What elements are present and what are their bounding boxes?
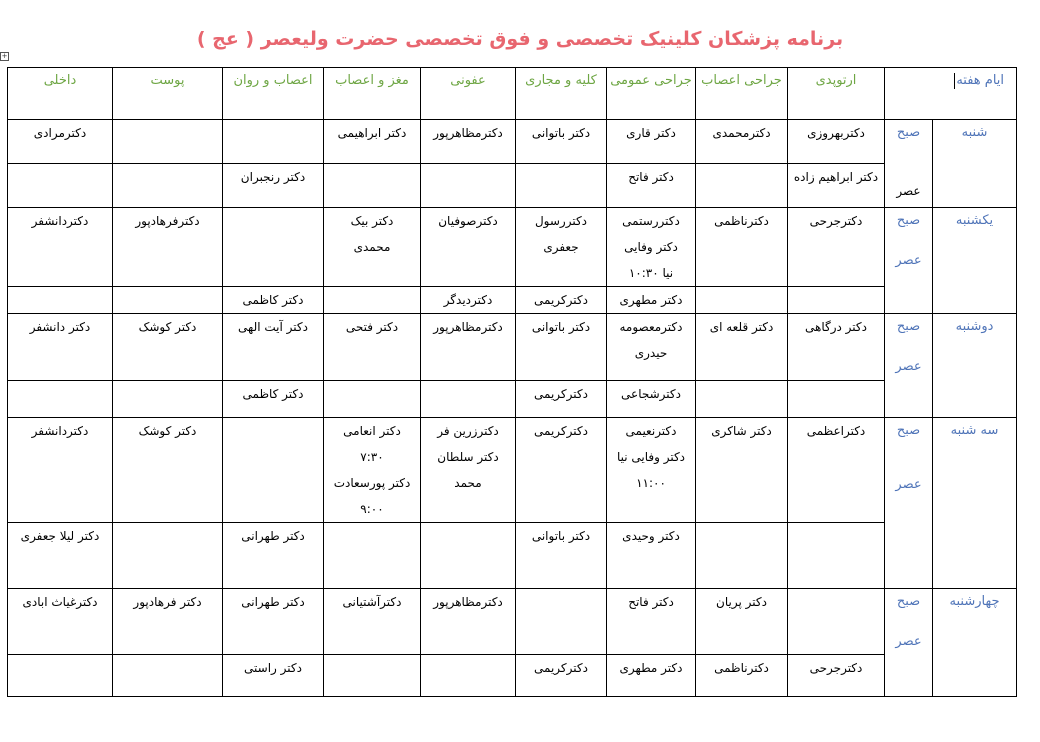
day-label: سه شنبه — [933, 417, 1017, 522]
table-cell: دکترجرحی — [788, 655, 885, 697]
table-row — [8, 208, 1017, 287]
table-cell — [696, 287, 788, 314]
table-cell — [324, 164, 421, 208]
shift-evening: عصر — [885, 164, 933, 208]
table-row — [8, 120, 1017, 164]
page-title: برنامه پزشکان کلینیک تخصصی و فوق تخصصی حضرت ولیعصر ( عج ) — [196, 28, 844, 50]
table-cell: دکتراعظمی — [788, 417, 885, 522]
table-cell: دکترمظاهرپور — [421, 588, 516, 655]
table-cell: دکتر کوشک — [113, 314, 223, 381]
table-cell: دکتر فتحی — [324, 314, 421, 381]
table-move-handle[interactable]: + — [1, 52, 8, 60]
table-cell: دکتر انعامی ۷:۳۰ دکتر پورسعادت ۹:۰۰ — [324, 417, 421, 522]
table-cell: دکتررستمی دکتر وفایی نیا ۱۰:۳۰ — [607, 208, 696, 287]
table-cell — [324, 655, 421, 697]
table-cell — [223, 417, 324, 522]
table-cell: دکتر طهرانی — [223, 522, 324, 588]
table-cell — [516, 588, 607, 655]
table-cell — [696, 522, 788, 588]
table-row — [8, 164, 1017, 208]
table-cell: دکتر مطهری — [607, 655, 696, 697]
table-cell: دکتردیدگر — [421, 287, 516, 314]
table-cell — [421, 164, 516, 208]
table-cell: دکتر فرهادپور — [113, 588, 223, 655]
table-cell — [8, 164, 113, 208]
table-cell — [223, 120, 324, 164]
day-label-cont — [933, 380, 1017, 417]
day-label-cont — [933, 287, 1017, 314]
table-cell — [8, 655, 113, 697]
table-cell: دکتردانشفر — [8, 208, 113, 287]
day-label-cont — [933, 522, 1017, 588]
table-cell: دکترمعصومه حیدری — [607, 314, 696, 381]
table-cell: دکترناظمی — [696, 208, 788, 287]
table-cell: دکتر کاظمی — [223, 287, 324, 314]
table-cell — [421, 655, 516, 697]
table-cell: دکتر آیت الهی — [223, 314, 324, 381]
table-cell: دکتر فاتح — [607, 588, 696, 655]
table-cell — [113, 164, 223, 208]
table-cell: دکتر کاظمی — [223, 380, 324, 417]
table-cell: دکترشجاعی — [607, 380, 696, 417]
table-cell — [324, 380, 421, 417]
table-cell: دکتر پریان — [696, 588, 788, 655]
table-cell — [113, 522, 223, 588]
header-infectious: عفونی — [421, 68, 516, 120]
shift-morning: صبح — [885, 120, 933, 164]
table-row — [8, 287, 1017, 314]
table-cell: دکترکریمی — [516, 287, 607, 314]
day-label: یکشنبه — [933, 208, 1017, 287]
table-cell: دکترناظمی — [696, 655, 788, 697]
schedule-table — [7, 67, 1017, 697]
table-cell: دکترمظاهرپور — [421, 120, 516, 164]
table-cell — [223, 208, 324, 287]
table-cell: دکتر قلعه ای — [696, 314, 788, 381]
table-cell: دکتر باتوانی — [516, 120, 607, 164]
header-internal: داخلی — [8, 68, 113, 120]
header-ortho: ارتوپدی — [788, 68, 885, 120]
shift-evening-cont — [885, 380, 933, 417]
day-label-cont — [933, 655, 1017, 697]
table-cell — [113, 380, 223, 417]
header-row — [8, 68, 1017, 120]
table-cell: دکترکریمی — [516, 655, 607, 697]
table-cell: دکترزرین فر دکتر سلطان محمد — [421, 417, 516, 522]
table-cell: دکتر وحیدی — [607, 522, 696, 588]
table-cell: دکترکریمی — [516, 417, 607, 522]
table-cell: دکتر درگاهی — [788, 314, 885, 381]
header-dermatology: پوست — [113, 68, 223, 120]
table-cell — [324, 287, 421, 314]
table-cell: دکترکریمی — [516, 380, 607, 417]
table-cell: دکتر دانشفر — [8, 314, 113, 381]
table-cell: دکترمظاهرپور — [421, 314, 516, 381]
table-cell — [516, 164, 607, 208]
table-cell: دکتر باتوانی — [516, 522, 607, 588]
table-cell — [324, 522, 421, 588]
table-row — [8, 522, 1017, 588]
table-cell: دکترفرهادپور — [113, 208, 223, 287]
table-cell: دکتر بیک محمدی — [324, 208, 421, 287]
table-row — [8, 417, 1017, 522]
header-neurology: مغز و اعصاب — [324, 68, 421, 120]
table-row — [8, 588, 1017, 655]
table-cell: دکتر قاری — [607, 120, 696, 164]
table-row — [8, 314, 1017, 381]
shift-evening-cont — [885, 522, 933, 588]
table-cell — [113, 655, 223, 697]
table-cell — [421, 380, 516, 417]
table-cell: دکتر شاکری — [696, 417, 788, 522]
day-label: شنبه — [933, 120, 1017, 164]
table-cell — [8, 287, 113, 314]
table-cell — [788, 380, 885, 417]
header-general-surgery: جراحی عمومی — [607, 68, 696, 120]
shift-morning: صبح عصر — [885, 417, 933, 522]
table-row — [8, 380, 1017, 417]
table-cell — [788, 287, 885, 314]
table-cell — [788, 522, 885, 588]
table-cell: دکتر مطهری — [607, 287, 696, 314]
day-label: دوشنبه — [933, 314, 1017, 381]
table-cell — [113, 287, 223, 314]
shift-evening-cont — [885, 655, 933, 697]
shift-morning: صبح عصر — [885, 208, 933, 287]
table-cell — [421, 522, 516, 588]
table-cell: دکتر باتوانی — [516, 314, 607, 381]
shift-morning: صبح عصر — [885, 588, 933, 655]
header-psychiatry: اعصاب و روان — [223, 68, 324, 120]
table-cell: دکترآشتیانی — [324, 588, 421, 655]
table-cell: دکتر راستی — [223, 655, 324, 697]
table-cell: دکتردانشفر — [8, 417, 113, 522]
table-cell: دکتر لیلا جعفری — [8, 522, 113, 588]
day-label-cont — [933, 164, 1017, 208]
table-cell: دکتر ابراهیمی — [324, 120, 421, 164]
shift-morning: صبح عصر — [885, 314, 933, 381]
header-urology: کلیه و مجاری — [516, 68, 607, 120]
table-cell: دکترمرادی — [8, 120, 113, 164]
table-cell: دکتر رنجبران — [223, 164, 324, 208]
header-neuro-surgery: جراحی اعصاب — [696, 68, 788, 120]
day-label: چهارشنبه — [933, 588, 1017, 655]
shift-evening-cont — [885, 287, 933, 314]
table-cell — [8, 380, 113, 417]
table-cell: دکترجرحی — [788, 208, 885, 287]
table-cell — [788, 588, 885, 655]
table-cell: دکتر طهرانی — [223, 588, 324, 655]
table-cell: دکتر ابراهیم زاده — [788, 164, 885, 208]
table-cell: دکترنعیمی دکتر وفایی نیا ۱۱:۰۰ — [607, 417, 696, 522]
table-cell: دکتربهروزی — [788, 120, 885, 164]
table-cell: دکترغیاث ابادی — [8, 588, 113, 655]
table-cell: دکترصوفیان — [421, 208, 516, 287]
table-cell: دکترمحمدی — [696, 120, 788, 164]
table-cell: دکتررسول جعفری — [516, 208, 607, 287]
table-cell — [113, 120, 223, 164]
table-cell — [696, 380, 788, 417]
table-cell — [696, 164, 788, 208]
header-days: ایام هفته — [885, 68, 1017, 120]
table-cell: دکتر کوشک — [113, 417, 223, 522]
table-cell: دکتر فاتح — [607, 164, 696, 208]
table-row — [8, 655, 1017, 697]
